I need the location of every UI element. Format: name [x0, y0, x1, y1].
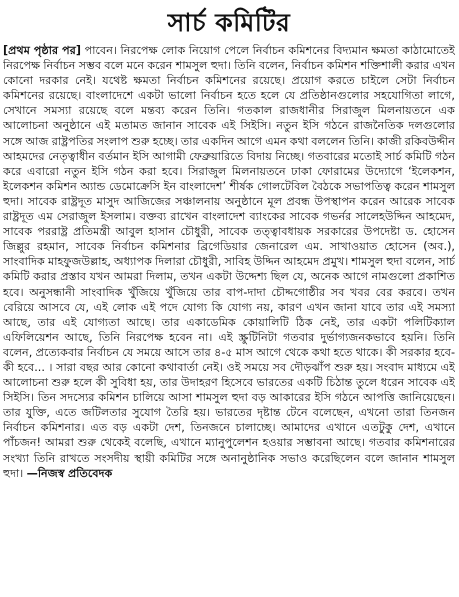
article-body-text: পাবেন। নিরপেক্ষ লোক নিয়োগ পেলে নির্বাচন কমিশনের বিদ্যমান ক্ষমতা কাঠামোতেই নিরপেক্ষ নির্বাচন সম্ভব বলে মনে করেন শামসুল হুদা। তিনি বলেন, নির্বাচন কমিশন শক্তিশালী করার এখন কোনো দরকার নেই। যথেষ্ট ক্ষমতা নির্বাচন কমিশনের রয়েছে। প্রয়োগ করতে চাইলে সেটা নির্বাচন কমিশনের রয়েছে। বাংলাদেশে একটা ভালো নির্বাচন হতে হলে যে প্রতিষ্ঠানগুলোর সহযোগিতা লাগে, সেখানে সমস্যা রয়েছে বলে মন্তব্য করেন তিনি। গতকাল রাজধানীর সিরাজুল মিলনায়তনে এক আলোচনা অনুষ্ঠানে এই মতামত জানান সাবেক এই সিইসি। নতুন ইসি গঠনে রাজনৈতিক দলগুলোর সঙ্গে আজ রাষ্ট্রপতির সংলাপ শুরু হচ্ছে। তার একদিন আগে এমন কথা বললেন তিনি। কাজী রকিবউদ্দীন আহমদের নেতৃত্বাধীন বর্তমান ইসি আগামী ফেব্রুয়ারিতে বিদায় নিচ্ছে। গতবারের মতোই সার্চ কমিটি গঠন করে এবারো নতুন ইসি গঠন করা হবে। সিরাজুল মিলনায়তনে ঢাকা ফোরামের উদ্যোগে ‘ইলেকশন, ইলেকশন কমিশন অ্যান্ড ডেমোক্রেসি ইন বাংলাদেশ’ শীর্ষক গোলটেবিল বৈঠকে সভাপতিত্ব করেন শামসুল হুদা। সাবেক রাষ্ট্রদূত মাসুদ আজিজের সঞ্চালনায় অনুষ্ঠানে মূল প্রবন্ধ উপস্থাপন করেন আরেক সাবেক রাষ্ট্রদূত এম সেরাজুল ইসলাম। বক্তব্য রাখেন বাংলাদেশ ব্যাংকের সাবেক গভর্নর সালেহউদ্দিন আহমেদ, সাবেক পররাষ্ট্র প্রতিমন্ত্রী আবুল হাসান চৌধুরী, সাবেক তত্ত্বাবধায়ক সরকারের উপদেষ্টা ড. হোসেন জিল্লুর রহমান, সাবেক নির্বাচন কমিশনার ব্রিগেডিয়ার জেনারেল এম. সাখাওয়াত হোসেন (অব.), সাংবাদিক মাহফুজউল্লাহ, অধ্যাপক দিলারা চৌধুরী, সাবিহ উদ্দিন আহমেদ প্রমুখ। শামসুল হুদা বলেন, সার্চ কমিটি করার প্রস্তাব যখন আমরা দিলাম, তখন একটা উদ্দেশ্য ছিল যে, অনেক আগে নামগুলো প্রকাশিত হবে। অনুসন্ধানী সাংবাদিক খুঁজিয়ে খুঁজিয়ে তার বাপ-দাদা চৌদ্দগোষ্ঠীর সব খবর বের করবে। তখন বেরিয়ে আসবে যে, এই লোক এই পদে যোগ্য কি যোগ্য নয়, কারণ এখন জানা যাবে তার এই সমস্যা আছে, তার এই যোগ্যতা আছে। তার একাডেমিক কোয়ালিটি ঠিক নেই, তার একটা পলিটিক্যাল এফিলিয়েশন আছে, তিনি নিরপেক্ষ হবেন না। এই স্ক্রুটিনিটা গতবার দুর্ভাগ্যজনকভাবে হয়নি। তিনি বলেন, প্রত্যেকবার নির্বাচন যে সময়ে আসে তার ৪-৫ মাস আগে থেকে কথা হতে থাকে। কী সরকার হবে- কী হবে... । সারা বছর আর কোনো কথাবার্তা নেই। ওই সময়ে সব দৌড়ঝাঁপ শুরু হয়। সংবাদ মাধ্যমে এই আলোচনা শুরু হলে কী সুবিধা হয়, তার উদাহরণ হিসেবে ভারতের একটি চিঠান্ত তুলে ধরেন সাবেক এই সিইসি। তিন সদস্যের কমিশন চালিয়ে আসা শামসুল হুদা বড় আকারের ইসি গঠনে আপত্তি জানিয়েছেন। তার যুক্তি, এতে জটিলতার সুযোগ তৈরি হয়। ভারতের দৃষ্টান্ত টেনে বলেছেন, এখনো তারা তিনজন নির্বাচন কমিশনার। এত বড় একটা দেশ, তিনজনে চালাচ্ছে। আমাদের এখানে এতটুকু দেশ, এখানে পাঁচজন! আমরা শুরু থেকেই বলেছি, এখানে ম্যানুপুলেশন হওয়ার সম্ভাবনা আছে। গতবার কমিশনারের সংখ্যা তিনি রাখতে সংসদীয় স্থায়ী কমিটির সঙ্গে অনানুষ্ঠানিক সভাও করেছিলেন বলে জানান শামসুল হুদা।: [3, 44, 455, 480]
article-clipping: [3, 3, 455, 593]
article-headline: সার্চ কমিটির: [167, 8, 291, 37]
continued-from-label: [প্রথম পৃষ্ঠার পর]: [3, 44, 82, 57]
article-body: [3, 43, 455, 481]
article-byline: —নিজস্ব প্রতিবেদক: [23, 466, 113, 480]
